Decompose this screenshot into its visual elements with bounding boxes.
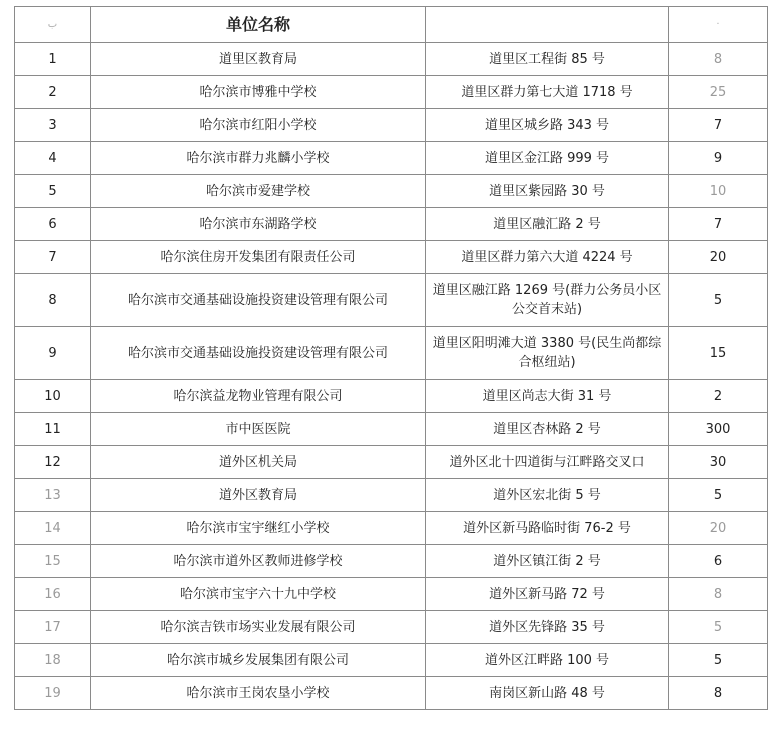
table-row [15,413,768,446]
row-unit-name: 哈尔滨市宝宇六十九中学校 [91,578,426,611]
row-address: 道里区群力第六大道 4224 号 [426,241,669,274]
row-number: 6 [15,208,91,241]
row-number: 5 [15,175,91,208]
row-number: 12 [15,446,91,479]
table-row [15,380,768,413]
row-unit-name: 哈尔滨市群力兆麟小学校 [91,142,426,175]
table-row [15,142,768,175]
row-number: 7 [15,241,91,274]
row-address: 道外区新马路临时街 76-2 号 [426,512,669,545]
row-count: 9 [669,142,768,175]
row-number: 17 [15,611,91,644]
row-count: 15 [669,327,768,380]
row-count: 6 [669,545,768,578]
row-unit-name: 道外区机关局 [91,446,426,479]
row-number: 19 [15,677,91,710]
row-number: 16 [15,578,91,611]
table-row [15,446,768,479]
row-address: 道外区江畔路 100 号 [426,644,669,677]
row-count: 5 [669,479,768,512]
row-unit-name: 哈尔滨市城乡发展集团有限公司 [91,644,426,677]
row-address: 道里区阳明滩大道 3380 号(民生尚都综合枢纽站) [426,327,669,380]
row-address: 道里区紫园路 30 号 [426,175,669,208]
row-count: 20 [669,512,768,545]
table-row [15,274,768,327]
table-row [15,677,768,710]
header-address [426,7,669,43]
row-count: 25 [669,76,768,109]
row-address: 道里区城乡路 343 号 [426,109,669,142]
row-count: 20 [669,241,768,274]
row-unit-name: 哈尔滨益龙物业管理有限公司 [91,380,426,413]
row-unit-name: 哈尔滨住房开发集团有限责任公司 [91,241,426,274]
row-unit-name: 哈尔滨吉铁市场实业发展有限公司 [91,611,426,644]
header-unit-name: 单位名称 [91,7,426,43]
row-number: 8 [15,274,91,327]
row-number: 18 [15,644,91,677]
row-unit-name: 哈尔滨市博雅中学校 [91,76,426,109]
row-unit-name: 道外区教育局 [91,479,426,512]
row-number: 13 [15,479,91,512]
header-count-mark: · [669,7,768,43]
table-row [15,327,768,380]
row-number: 14 [15,512,91,545]
table-row [15,76,768,109]
row-count: 7 [669,208,768,241]
row-count: 7 [669,109,768,142]
table-row [15,644,768,677]
row-address: 道里区融汇路 2 号 [426,208,669,241]
table-row [15,109,768,142]
row-number: 10 [15,380,91,413]
row-count: 5 [669,644,768,677]
row-number: 9 [15,327,91,380]
row-unit-name: 哈尔滨市王岗农垦小学校 [91,677,426,710]
row-address: 道里区杏林路 2 号 [426,413,669,446]
row-address: 道里区尚志大街 31 号 [426,380,669,413]
row-address: 道外区先锋路 35 号 [426,611,669,644]
header-number-mark: ب [15,7,91,43]
row-unit-name: 哈尔滨市爱建学校 [91,175,426,208]
row-number: 15 [15,545,91,578]
data-table [14,6,768,710]
row-count: 300 [669,413,768,446]
row-address: 道外区宏北街 5 号 [426,479,669,512]
row-count: 8 [669,578,768,611]
row-unit-name: 哈尔滨市交通基础设施投资建设管理有限公司 [91,327,426,380]
row-address: 道外区新马路 72 号 [426,578,669,611]
row-count: 2 [669,380,768,413]
row-number: 11 [15,413,91,446]
row-number: 3 [15,109,91,142]
row-address: 南岗区新山路 48 号 [426,677,669,710]
row-unit-name: 哈尔滨市红阳小学校 [91,109,426,142]
row-number: 4 [15,142,91,175]
row-unit-name: 哈尔滨市交通基础设施投资建设管理有限公司 [91,274,426,327]
table-row [15,241,768,274]
table-row [15,43,768,76]
table-header-row [15,7,768,43]
row-number: 1 [15,43,91,76]
row-unit-name: 市中医医院 [91,413,426,446]
row-address: 道里区金江路 999 号 [426,142,669,175]
row-count: 8 [669,43,768,76]
row-unit-name: 哈尔滨市东湖路学校 [91,208,426,241]
row-address: 道里区群力第七大道 1718 号 [426,76,669,109]
row-address: 道里区工程街 85 号 [426,43,669,76]
table-row [15,175,768,208]
row-count: 10 [669,175,768,208]
row-count: 8 [669,677,768,710]
row-count: 30 [669,446,768,479]
row-count: 5 [669,611,768,644]
row-address: 道外区北十四道街与江畔路交叉口 [426,446,669,479]
table-row [15,479,768,512]
table-row [15,545,768,578]
row-address: 道外区镇江街 2 号 [426,545,669,578]
table-row [15,208,768,241]
row-unit-name: 哈尔滨市道外区教师进修学校 [91,545,426,578]
table-row [15,611,768,644]
table-row [15,512,768,545]
row-address: 道里区融江路 1269 号(群力公务员小区公交首末站) [426,274,669,327]
row-unit-name: 哈尔滨市宝宇继红小学校 [91,512,426,545]
row-number: 2 [15,76,91,109]
row-count: 5 [669,274,768,327]
table-row [15,578,768,611]
row-unit-name: 道里区教育局 [91,43,426,76]
